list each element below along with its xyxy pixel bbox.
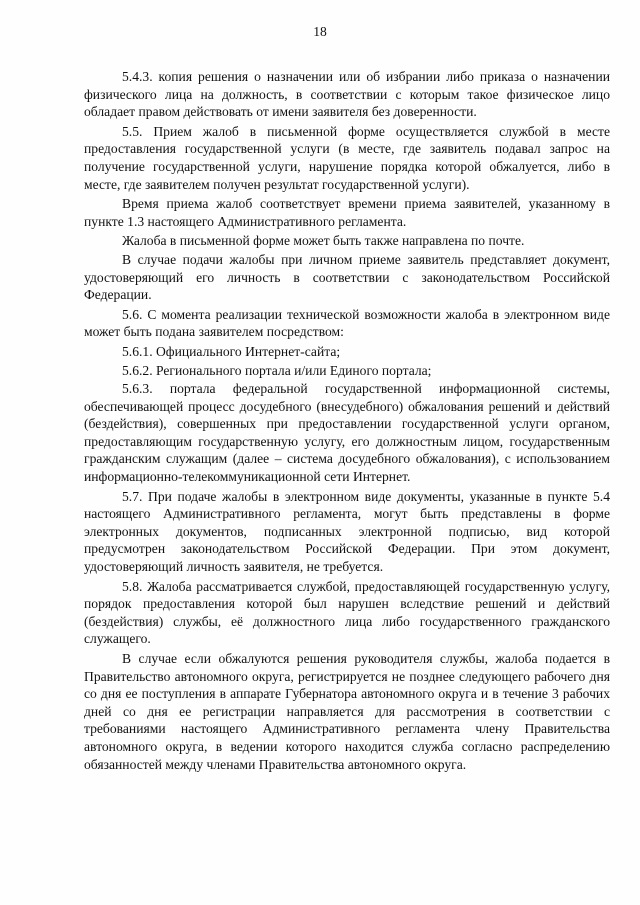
paragraph-5-7: 5.7. При подаче жалобы в электронном виде документы, указанные в пункте 5.4 настоящего Административного регламента, могут быть представлены в форме электронных документов, подписанных электронной подписью, вид которой предусмотрен законодательством Российской Федерации. При этом документ, удостоверяющий личность заявителя, не требуется. [84,488,610,575]
paragraph-5-6-3: 5.6.3. портала федеральной государственной информационной системы, обеспечивающей процесс досудебного (внесудебного) обжалования решений и действий (бездействия), совершенных при предоставлении государственной услуги органом, предоставляющим государственную услугу, его должностным лицом, государственным гражданским служащим (далее – система досудебного обжалования), с использованием информационно-телекоммуникационной сети Интернет. [84,381,610,485]
paragraph-5-6-1: 5.6.1. Официального Интернет-сайта; [122,343,341,359]
paragraph-personal-reception: В случае подачи жалобы при личном приеме заявитель представляет документ, удостоверяющий его личность в соответствии с законодательством Российской Федерации. [84,251,610,303]
paragraph-5-6: 5.6. С момента реализации технической возможности жалоба в электронном виде может быть подана заявителем посредством: [84,306,610,340]
paragraph-head-of-service-complaint: В случае если обжалуются решения руководителя службы, жалоба подается в Правительство автономного округа, регистрируется не позднее следующего рабочего дня со дня ее поступления в аппарате Губернатора автономного округа и в течение 3 рабочих дней со дня ее регистрации направляется для рассмотрения в соответствии с требованиями настоящего Административного регламента члену Правительства автономного округа, в ведении которого находится служба согласно распределению обязанностей между членами Правительства автономного округа. [84,651,610,772]
paragraph-5-4-3: 5.4.3. копия решения о назначении или об избрании либо приказа о назначении физического лица на должность, в соответствии с которым такое физическое лицо обладает правом действовать от имени заявителя без доверенности. [84,69,610,120]
paragraph-mail-submission: Жалоба в письменной форме может быть также направлена по почте. [122,233,525,249]
document-body [84,68,610,775]
paragraph-5-8: 5.8. Жалоба рассматривается службой, предоставляющей государственную услугу, порядок предоставления которой был нарушен вследствие решений и действий (бездействия) службы, её должностного лица либо государственного гражданского служащего. [84,578,610,647]
paragraph-5-5: 5.5. Прием жалоб в письменной форме осуществляется службой в месте предоставления государственной услуги (в месте, где заявитель подавал запрос на получение государственной услуги, нарушение порядка которой обжалуется, либо в месте, где заявителем получен результат государственной услуги). [84,123,610,192]
paragraph-5-6-2: 5.6.2. Регионального портала и/или Единого портала; [122,362,432,378]
page-number: 18 [313,24,327,39]
paragraph-reception-time: Время приема жалоб соответствует времени приема заявителей, указанному в пункте 1.3 настоящего Административного регламента. [84,196,610,229]
